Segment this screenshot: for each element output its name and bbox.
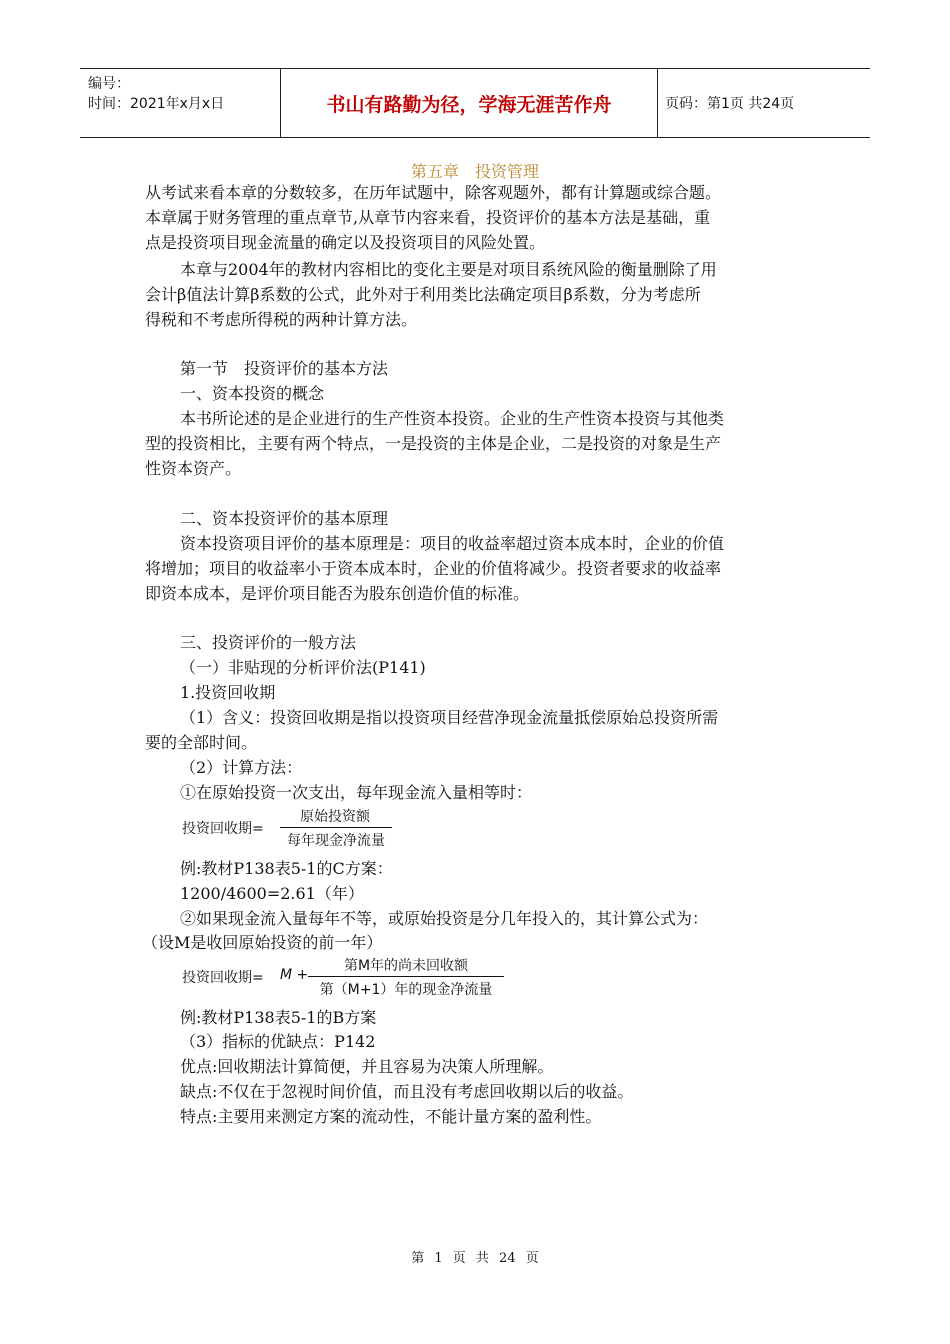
text-line: 得税和不考虑所得税的两种计算方法。	[145, 310, 418, 329]
text-line: 型的投资相比，主要有两个特点，一是投资的主体是企业，二是投资的对象是生产	[145, 434, 722, 453]
text-line: 本书所论述的是企业进行的生产性资本投资。企业的生产性资本投资与其他类	[180, 409, 725, 428]
text-line: （2）计算方法：	[180, 758, 303, 777]
text-line: 1.投资回收期	[180, 683, 276, 702]
text-line: ①在原始投资一次支出，每年现金流入量相等时：	[180, 783, 533, 802]
subsection-heading: 一、资本投资的概念	[180, 384, 325, 403]
formula-lhs: 投资回收期=	[182, 970, 264, 986]
text-line: 点是投资项目现金流量的确定以及投资项目的风险处置。	[145, 233, 546, 252]
text-line: 性资本资产。	[145, 459, 242, 478]
formula-lhs: 投资回收期=	[182, 821, 264, 837]
formula-denominator: 每年现金净流量	[287, 833, 385, 849]
text-line: 例:教材P138表5-1的C方案：	[180, 859, 393, 878]
payback-formula-simple	[182, 806, 402, 852]
time-label: 时间：2021年x月x日	[88, 96, 225, 112]
text-line: 例:教材P138表5-1的B方案	[180, 1008, 377, 1027]
text-line: 将增加；项目的收益率小于资本成本时，企业的价值将减少。投资者要求的收益率	[145, 559, 722, 578]
header-motto: 书山有路勤为径，学海无涯苦作舟	[281, 69, 658, 137]
text-line: 从考试来看本章的分数较多，在历年试题中，除客观题外，都有计算题或综合题。	[145, 183, 722, 202]
formula-denominator: 第（M+1）年的现金净流量	[319, 982, 493, 998]
text-line: 资本投资项目评价的基本原理是：项目的收益率超过资本成本时，企业的价值	[180, 534, 725, 553]
text-line: 本章属于财务管理的重点章节,从章节内容来看，投资评价的基本方法是基础，重	[145, 208, 711, 227]
text-line: ②如果现金流入量每年不等，或原始投资是分几年投入的，其计算公式为：	[180, 909, 709, 928]
header-page-info: 页码：第1页 共24页	[665, 96, 795, 112]
formula-m-term: M +	[280, 967, 309, 983]
text-line: 会计β值法计算β系数的公式，此外对于利用类比法确定项目β系数，分为考虑所	[145, 285, 701, 304]
text-line: 即资本成本，是评价项目能否为股东创造价值的标准。	[145, 584, 530, 603]
section-heading: 第一节 投资评价的基本方法	[180, 359, 389, 378]
payback-formula-uneven	[182, 955, 512, 1001]
subsection-heading: 二、资本投资评价的基本原理	[180, 509, 389, 528]
formula-numerator: 第M年的尚未回收额	[343, 958, 469, 974]
text-line: （3）指标的优缺点：P142	[180, 1032, 376, 1051]
text-line: 特点:主要用来测定方案的流动性，不能计量方案的盈利性。	[180, 1107, 602, 1126]
text-line: 1200/4600=2.61（年）	[180, 884, 364, 903]
fraction-bar	[280, 827, 392, 828]
text-line: （一）非贴现的分析评价法(P141)	[180, 658, 426, 677]
subsection-heading: 三、投资评价的一般方法	[180, 633, 357, 652]
page-footer: 第 1 页 共 24 页	[411, 1251, 539, 1266]
text-line: 本章与2004年的教材内容相比的变化主要是对项目系统风险的衡量删除了用	[180, 260, 717, 279]
fraction-bar	[308, 976, 504, 977]
text-line: 要的全部时间。	[145, 733, 258, 752]
text-line: （设M是收回原始投资的前一年）	[142, 933, 383, 952]
formula-numerator: 原始投资额	[300, 809, 370, 825]
header-meta-cell	[80, 69, 281, 137]
text-line: 缺点:不仅在于忽视时间价值，而且没有考虑回收期以后的收益。	[180, 1082, 634, 1101]
text-line: （1）含义：投资回收期是指以投资项目经营净现金流量抵偿原始总投资所需	[180, 708, 719, 727]
chapter-title: 第五章 投资管理	[410, 162, 539, 181]
number-label: 编号：	[88, 76, 130, 92]
text-line: 优点:回收期法计算简便，并且容易为决策人所理解。	[180, 1057, 554, 1076]
document-header	[80, 68, 870, 138]
